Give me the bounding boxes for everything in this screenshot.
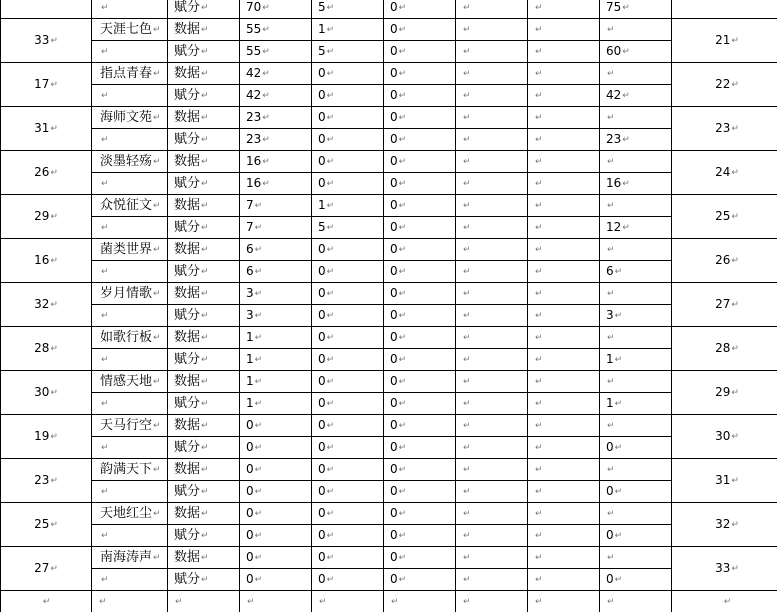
value-cell — [456, 503, 528, 525]
total-cell: 16 ↵ — [600, 173, 672, 195]
table-row — [1, 569, 777, 591]
value-cell: 0 ↵ — [384, 195, 456, 217]
value-cell: 0 ↵ — [384, 19, 456, 41]
name-cell: 情感天地 ↵ — [92, 371, 168, 393]
row-label: 数据 ↵ — [168, 195, 240, 217]
left-rank-cell: 29 ↵ — [1, 195, 92, 239]
left-rank-cell: 33 ↵ — [1, 19, 92, 63]
value-cell: 0 ↵ — [312, 569, 384, 591]
value-cell — [528, 415, 600, 437]
value-cell: 0 ↵ — [312, 129, 384, 151]
table-row — [1, 261, 777, 283]
value-cell: 0 ↵ — [384, 547, 456, 569]
value-cell: 0 ↵ — [384, 217, 456, 239]
total-cell: 75 ↵ — [600, 0, 672, 19]
value-cell: 1 ↵ — [240, 393, 312, 415]
value-cell: 0 ↵ — [384, 327, 456, 349]
name-cell: 南海涛声 ↵ — [92, 547, 168, 569]
name-cell — [92, 481, 168, 503]
value-cell: 0 ↵ — [384, 525, 456, 547]
value-cell — [456, 327, 528, 349]
name-cell: 菌类世界 ↵ — [92, 239, 168, 261]
value-cell — [456, 283, 528, 305]
table-row — [1, 503, 777, 525]
name-cell: 天地红尘 ↵ — [92, 503, 168, 525]
value-cell: 0 ↵ — [384, 305, 456, 327]
value-cell — [528, 371, 600, 393]
row-label: 赋分 ↵ — [168, 41, 240, 63]
total-cell — [600, 415, 672, 437]
name-cell — [92, 569, 168, 591]
value-cell — [456, 371, 528, 393]
row-label: 赋分 ↵ — [168, 173, 240, 195]
value-cell — [528, 349, 600, 371]
row-label: 赋分 ↵ — [168, 437, 240, 459]
row-label: 数据 ↵ — [168, 63, 240, 85]
value-cell — [528, 327, 600, 349]
name-cell: 天涯七色 ↵ — [92, 19, 168, 41]
total-cell — [600, 547, 672, 569]
total-cell: 23 ↵ — [600, 129, 672, 151]
value-cell: 0 ↵ — [312, 371, 384, 393]
left-rank-cell: 28 ↵ — [1, 327, 92, 371]
value-cell: 3 ↵ — [240, 305, 312, 327]
total-cell: 3 ↵ — [600, 305, 672, 327]
value-cell: 0 ↵ — [384, 129, 456, 151]
value-cell: 0 ↵ — [312, 459, 384, 481]
left-rank-cell: 26 ↵ — [1, 151, 92, 195]
row-label: 赋分 ↵ — [168, 129, 240, 151]
value-cell: 0 ↵ — [384, 437, 456, 459]
table-row — [1, 173, 777, 195]
right-rank-cell: 28 ↵ — [672, 327, 777, 371]
name-cell: 岁月情歌 ↵ — [92, 283, 168, 305]
table-row — [1, 151, 777, 173]
table-row — [1, 415, 777, 437]
row-label: 数据 ↵ — [168, 107, 240, 129]
value-cell — [456, 129, 528, 151]
value-cell: 0 ↵ — [384, 107, 456, 129]
value-cell: 42 ↵ — [240, 63, 312, 85]
value-cell — [456, 481, 528, 503]
value-cell: 55 ↵ — [240, 19, 312, 41]
value-cell: 7 ↵ — [240, 195, 312, 217]
value-cell — [456, 569, 528, 591]
value-cell: 0 ↵ — [312, 239, 384, 261]
value-cell: 0 ↵ — [312, 349, 384, 371]
name-cell — [92, 41, 168, 63]
value-cell — [528, 393, 600, 415]
name-cell — [92, 261, 168, 283]
value-cell: 0 ↵ — [312, 415, 384, 437]
value-cell — [528, 41, 600, 63]
value-cell — [456, 305, 528, 327]
total-cell — [600, 151, 672, 173]
table-row — [1, 63, 777, 85]
total-cell — [600, 19, 672, 41]
left-rank-cell: 30 ↵ — [1, 371, 92, 415]
table-row — [1, 19, 777, 41]
value-cell: 0 ↵ — [384, 393, 456, 415]
right-rank-cell: 30 ↵ — [672, 415, 777, 459]
total-cell: 0 ↵ — [600, 569, 672, 591]
value-cell — [456, 19, 528, 41]
name-cell: 指点青春 ↵ — [92, 63, 168, 85]
left-rank-cell: 19 ↵ — [1, 415, 92, 459]
rank-cell — [672, 0, 777, 19]
value-cell — [528, 437, 600, 459]
value-cell: 0 ↵ — [384, 239, 456, 261]
value-cell: 0 ↵ — [312, 393, 384, 415]
value-cell: 0 ↵ — [384, 415, 456, 437]
right-rank-cell: 27 ↵ — [672, 283, 777, 327]
value-cell: 0 ↵ — [312, 547, 384, 569]
row-label: 赋分 ↵ — [168, 305, 240, 327]
value-cell: 0 ↵ — [312, 525, 384, 547]
table-row — [1, 459, 777, 481]
value-cell: 55 ↵ — [240, 41, 312, 63]
value-cell — [456, 107, 528, 129]
value-cell — [456, 195, 528, 217]
value-cell: 0 ↵ — [240, 569, 312, 591]
value-cell — [528, 173, 600, 195]
value-cell: 0 ↵ — [312, 173, 384, 195]
row-label: 赋分 ↵ — [168, 569, 240, 591]
name-cell: 天马行空 ↵ — [92, 415, 168, 437]
total-cell — [600, 63, 672, 85]
name-cell — [92, 0, 168, 19]
table-row — [1, 349, 777, 371]
value-cell: 0 ↵ — [384, 371, 456, 393]
value-cell: 0 ↵ — [240, 503, 312, 525]
value-cell: 0 ↵ — [240, 481, 312, 503]
value-cell: 1 ↵ — [312, 195, 384, 217]
total-cell: 1 ↵ — [600, 393, 672, 415]
value-cell — [528, 129, 600, 151]
name-cell: 淡墨轻殇 ↵ — [92, 151, 168, 173]
total-cell — [600, 459, 672, 481]
row-label: 数据 ↵ — [168, 327, 240, 349]
row-label: 数据 ↵ — [168, 459, 240, 481]
value-cell — [528, 569, 600, 591]
value-cell — [456, 85, 528, 107]
value-cell — [456, 41, 528, 63]
empty-cell — [312, 591, 384, 612]
name-cell — [92, 525, 168, 547]
value-cell: 0 ↵ — [312, 151, 384, 173]
value-cell: 0 ↵ — [312, 305, 384, 327]
left-rank-cell: 16 ↵ — [1, 239, 92, 283]
row-label: 赋分 ↵ — [168, 393, 240, 415]
value-cell: 0 ↵ — [312, 327, 384, 349]
table-row — [1, 85, 777, 107]
value-cell — [528, 525, 600, 547]
empty-cell — [1, 591, 92, 612]
name-cell — [92, 305, 168, 327]
value-cell — [456, 525, 528, 547]
value-cell: 0 ↵ — [384, 0, 456, 19]
value-cell — [456, 63, 528, 85]
value-cell: 5 ↵ — [312, 217, 384, 239]
value-cell: 0 ↵ — [384, 283, 456, 305]
value-cell: 5 ↵ — [312, 0, 384, 19]
table-row — [1, 547, 777, 569]
value-cell: 0 ↵ — [312, 437, 384, 459]
value-cell — [528, 503, 600, 525]
value-cell — [456, 151, 528, 173]
right-rank-cell: 33 ↵ — [672, 547, 777, 591]
name-cell — [92, 437, 168, 459]
value-cell: 16 ↵ — [240, 173, 312, 195]
value-cell: 5 ↵ — [312, 41, 384, 63]
value-cell: 0 ↵ — [312, 283, 384, 305]
right-rank-cell: 29 ↵ — [672, 371, 777, 415]
value-cell — [528, 547, 600, 569]
value-cell — [528, 261, 600, 283]
value-cell: 0 ↵ — [240, 459, 312, 481]
value-cell — [456, 0, 528, 19]
total-cell: 1 ↵ — [600, 349, 672, 371]
value-cell — [528, 19, 600, 41]
left-rank-cell: 25 ↵ — [1, 503, 92, 547]
total-cell: 12 ↵ — [600, 217, 672, 239]
total-cell — [600, 371, 672, 393]
value-cell: 70 ↵ — [240, 0, 312, 19]
value-cell — [528, 481, 600, 503]
value-cell: 0 ↵ — [312, 107, 384, 129]
total-cell — [600, 327, 672, 349]
value-cell — [456, 173, 528, 195]
left-rank-cell: 32 ↵ — [1, 283, 92, 327]
name-cell — [92, 129, 168, 151]
right-rank-cell: 31 ↵ — [672, 459, 777, 503]
value-cell: 1 ↵ — [240, 349, 312, 371]
value-cell — [456, 217, 528, 239]
right-rank-cell: 23 ↵ — [672, 107, 777, 151]
value-cell: 0 ↵ — [240, 525, 312, 547]
empty-cell — [528, 591, 600, 612]
value-cell — [528, 85, 600, 107]
row-label: 赋分 ↵ — [168, 525, 240, 547]
value-cell: 6 ↵ — [240, 261, 312, 283]
empty-cell — [600, 591, 672, 612]
table-row — [1, 107, 777, 129]
right-rank-cell: 25 ↵ — [672, 195, 777, 239]
value-cell: 0 ↵ — [384, 85, 456, 107]
value-cell — [456, 415, 528, 437]
value-cell: 0 ↵ — [240, 437, 312, 459]
total-cell — [600, 195, 672, 217]
left-rank-cell: 17 ↵ — [1, 63, 92, 107]
total-cell: 0 ↵ — [600, 481, 672, 503]
value-cell: 0 ↵ — [384, 569, 456, 591]
value-cell — [528, 63, 600, 85]
name-cell — [92, 393, 168, 415]
total-cell: 0 ↵ — [600, 525, 672, 547]
value-cell: 0 ↵ — [312, 85, 384, 107]
value-cell: 3 ↵ — [240, 283, 312, 305]
value-cell — [528, 0, 600, 19]
row-label: 数据 ↵ — [168, 151, 240, 173]
value-cell: 0 ↵ — [384, 481, 456, 503]
empty-cell — [672, 591, 777, 612]
value-cell: 1 ↵ — [240, 327, 312, 349]
row-label: 数据 ↵ — [168, 19, 240, 41]
table-row — [1, 129, 777, 151]
table-row — [1, 437, 777, 459]
row-label: 赋分 ↵ — [168, 0, 240, 19]
value-cell: 0 ↵ — [240, 415, 312, 437]
row-label: 赋分 ↵ — [168, 349, 240, 371]
right-rank-cell: 32 ↵ — [672, 503, 777, 547]
table-row — [1, 195, 777, 217]
value-cell — [456, 547, 528, 569]
value-cell — [528, 217, 600, 239]
total-cell — [600, 283, 672, 305]
value-cell: 0 ↵ — [384, 459, 456, 481]
empty-cell — [456, 591, 528, 612]
table-row — [1, 283, 777, 305]
value-cell: 6 ↵ — [240, 239, 312, 261]
name-cell: 众悦征文 ↵ — [92, 195, 168, 217]
total-cell: 0 ↵ — [600, 437, 672, 459]
name-cell — [92, 85, 168, 107]
right-rank-cell: 21 ↵ — [672, 19, 777, 63]
row-label: 数据 ↵ — [168, 239, 240, 261]
value-cell: 0 ↵ — [312, 503, 384, 525]
value-cell: 7 ↵ — [240, 217, 312, 239]
table-row — [1, 393, 777, 415]
table-row-top — [1, 0, 777, 19]
table-row — [1, 525, 777, 547]
empty-cell — [384, 591, 456, 612]
value-cell: 0 ↵ — [384, 349, 456, 371]
table-row — [1, 41, 777, 63]
value-cell: 0 ↵ — [312, 261, 384, 283]
row-label: 赋分 ↵ — [168, 217, 240, 239]
table-row — [1, 305, 777, 327]
value-cell: 0 ↵ — [312, 63, 384, 85]
value-cell — [528, 305, 600, 327]
value-cell — [528, 107, 600, 129]
value-cell — [528, 239, 600, 261]
value-cell: 1 ↵ — [312, 19, 384, 41]
empty-cell — [240, 591, 312, 612]
left-rank-cell: 23 ↵ — [1, 459, 92, 503]
row-label: 数据 ↵ — [168, 371, 240, 393]
table-body — [1, 0, 777, 612]
table-row-tail — [1, 591, 777, 612]
value-cell: 0 ↵ — [384, 173, 456, 195]
value-cell: 0 ↵ — [384, 63, 456, 85]
row-label: 数据 ↵ — [168, 547, 240, 569]
row-label: 赋分 ↵ — [168, 481, 240, 503]
empty-cell — [168, 591, 240, 612]
total-cell — [600, 503, 672, 525]
total-cell: 6 ↵ — [600, 261, 672, 283]
empty-cell — [92, 591, 168, 612]
value-cell — [528, 151, 600, 173]
name-cell: 如歌行板 ↵ — [92, 327, 168, 349]
row-label: 赋分 ↵ — [168, 85, 240, 107]
value-cell: 0 ↵ — [384, 41, 456, 63]
value-cell: 1 ↵ — [240, 371, 312, 393]
value-cell — [456, 239, 528, 261]
value-cell: 0 ↵ — [384, 261, 456, 283]
value-cell: 23 ↵ — [240, 107, 312, 129]
table-row — [1, 217, 777, 239]
table-row — [1, 239, 777, 261]
table-row — [1, 371, 777, 393]
right-rank-cell: 22 ↵ — [672, 63, 777, 107]
left-rank-cell: 31 ↵ — [1, 107, 92, 151]
value-cell: 23 ↵ — [240, 129, 312, 151]
value-cell — [456, 393, 528, 415]
row-label: 数据 ↵ — [168, 503, 240, 525]
value-cell: 0 ↵ — [384, 503, 456, 525]
name-cell — [92, 217, 168, 239]
value-cell: 0 ↵ — [384, 151, 456, 173]
value-cell: 0 ↵ — [312, 481, 384, 503]
value-cell — [528, 195, 600, 217]
total-cell: 42 ↵ — [600, 85, 672, 107]
value-cell: 16 ↵ — [240, 151, 312, 173]
total-cell: 60 ↵ — [600, 41, 672, 63]
left-rank-cell: 27 ↵ — [1, 547, 92, 591]
value-cell — [528, 459, 600, 481]
row-label: 赋分 ↵ — [168, 261, 240, 283]
right-rank-cell: 24 ↵ — [672, 151, 777, 195]
value-cell — [456, 459, 528, 481]
table-row — [1, 481, 777, 503]
total-cell — [600, 239, 672, 261]
value-cell — [528, 283, 600, 305]
value-cell: 0 ↵ — [240, 547, 312, 569]
value-cell — [456, 349, 528, 371]
row-label: 数据 ↵ — [168, 283, 240, 305]
name-cell: 海师文苑 ↵ — [92, 107, 168, 129]
rank-cell — [1, 0, 92, 19]
name-cell — [92, 349, 168, 371]
right-rank-cell: 26 ↵ — [672, 239, 777, 283]
value-cell: 42 ↵ — [240, 85, 312, 107]
name-cell: 韵满天下 ↵ — [92, 459, 168, 481]
name-cell — [92, 173, 168, 195]
value-cell — [456, 437, 528, 459]
total-cell — [600, 107, 672, 129]
table-row — [1, 327, 777, 349]
row-label: 数据 ↵ — [168, 415, 240, 437]
value-cell — [456, 261, 528, 283]
